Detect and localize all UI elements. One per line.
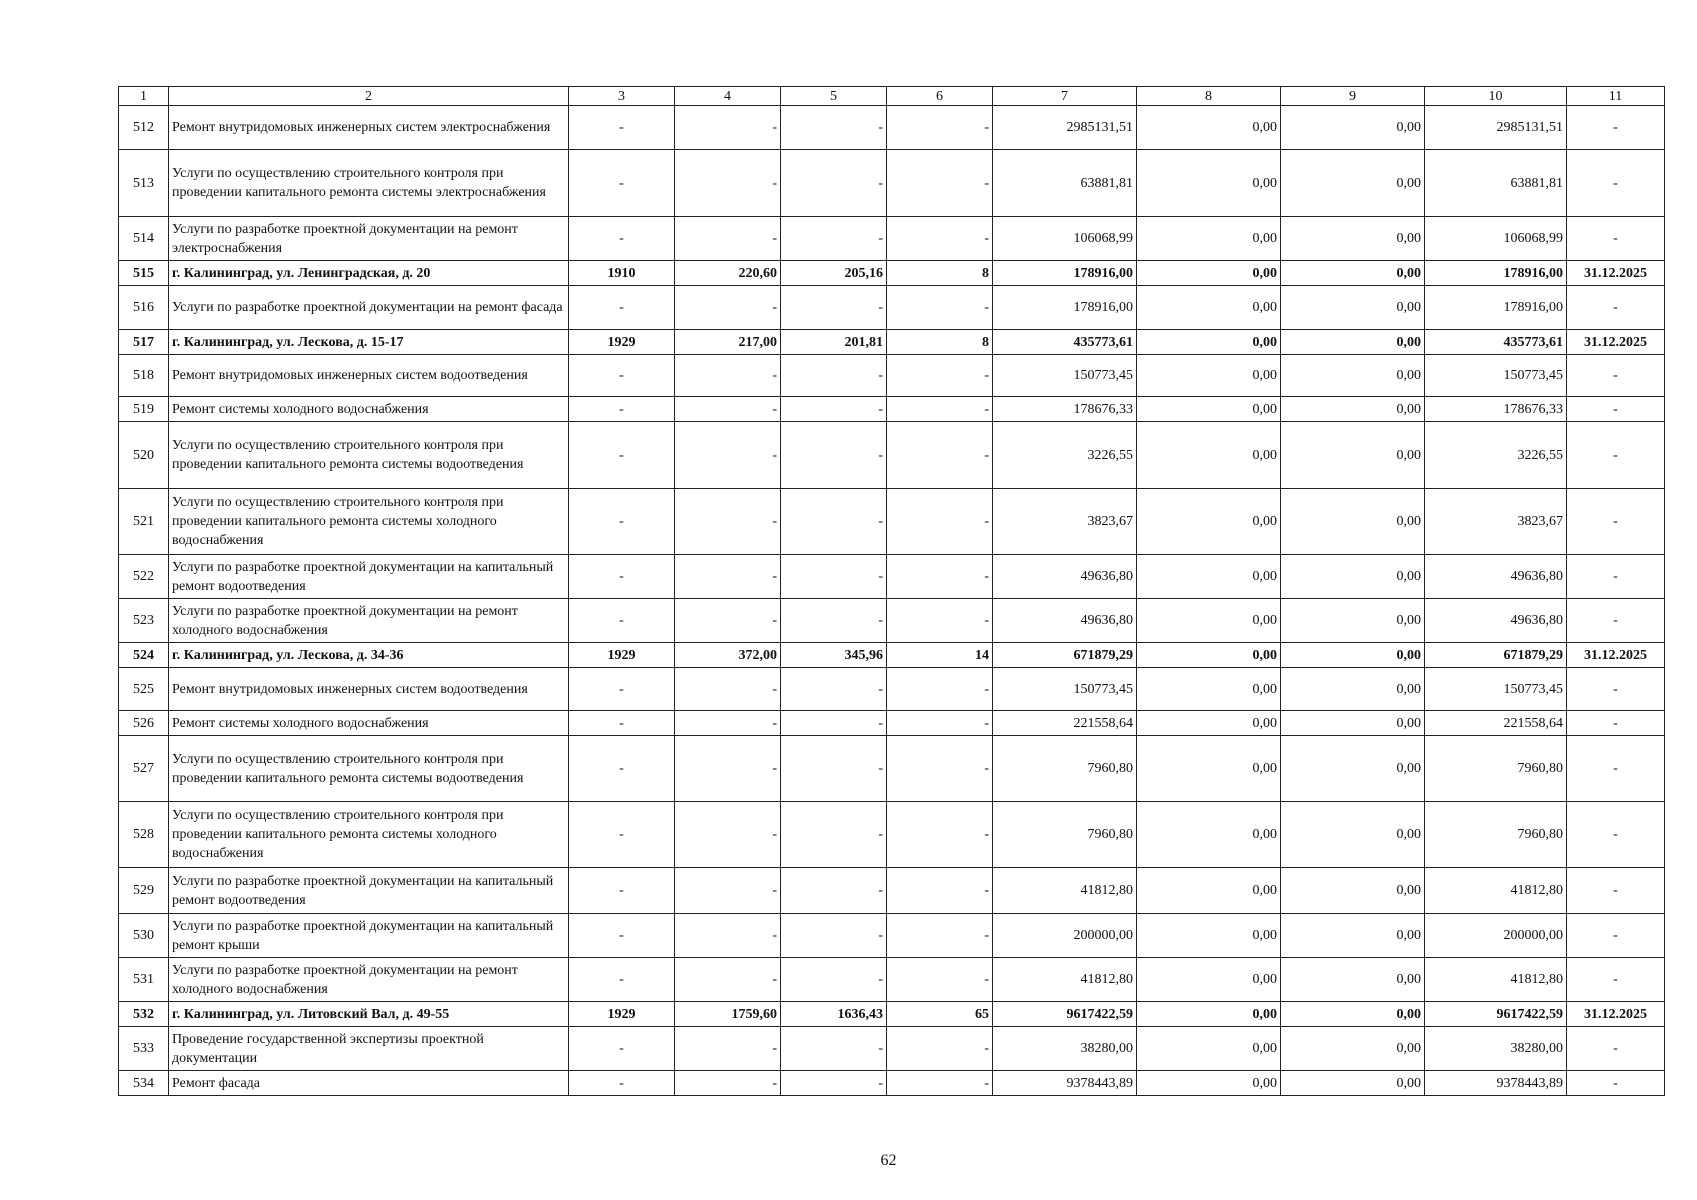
cell-c4: - — [675, 286, 781, 330]
cell-c7: 671879,29 — [993, 643, 1137, 668]
column-header: 5 — [781, 87, 887, 106]
cell-c11: 31.12.2025 — [1567, 1002, 1665, 1027]
cell-c3: - — [569, 422, 675, 489]
cell-c11: - — [1567, 397, 1665, 422]
cell-c7: 7960,80 — [993, 802, 1137, 868]
cell-c10: 178916,00 — [1425, 286, 1567, 330]
cell-c6: - — [887, 217, 993, 261]
cell-c4: 372,00 — [675, 643, 781, 668]
work-item-row — [119, 1027, 1665, 1071]
cell-n: 523 — [119, 599, 169, 643]
cell-c6: 14 — [887, 643, 993, 668]
cell-c9: 0,00 — [1281, 555, 1425, 599]
column-header: 11 — [1567, 87, 1665, 106]
cell-desc: Ремонт внутридомовых инженерных систем водоотведения — [169, 668, 569, 711]
cell-c9: 0,00 — [1281, 1002, 1425, 1027]
cell-desc: Услуги по разработке проектной документации на ремонт холодного водоснабжения — [169, 958, 569, 1002]
cell-c9: 0,00 — [1281, 355, 1425, 397]
cell-c4: - — [675, 711, 781, 736]
cell-c8: 0,00 — [1137, 422, 1281, 489]
cell-c10: 150773,45 — [1425, 355, 1567, 397]
cell-n: 517 — [119, 330, 169, 355]
cell-c6: - — [887, 489, 993, 555]
cell-c4: 1759,60 — [675, 1002, 781, 1027]
cell-c5: - — [781, 422, 887, 489]
cell-c8: 0,00 — [1137, 1027, 1281, 1071]
work-item-row — [119, 422, 1665, 489]
column-header: 2 — [169, 87, 569, 106]
cell-c8: 0,00 — [1137, 261, 1281, 286]
cell-c3: - — [569, 1071, 675, 1096]
cell-c4: - — [675, 150, 781, 217]
cell-desc: Ремонт системы холодного водоснабжения — [169, 711, 569, 736]
work-item-row — [119, 150, 1665, 217]
cell-c11: - — [1567, 150, 1665, 217]
cell-c9: 0,00 — [1281, 397, 1425, 422]
cell-c6: - — [887, 1027, 993, 1071]
cell-c7: 49636,80 — [993, 555, 1137, 599]
cell-c3: - — [569, 668, 675, 711]
cell-c10: 435773,61 — [1425, 330, 1567, 355]
cell-c11: - — [1567, 106, 1665, 150]
cell-c4: - — [675, 868, 781, 914]
cell-c6: - — [887, 555, 993, 599]
cell-c3: - — [569, 914, 675, 958]
cell-c10: 7960,80 — [1425, 736, 1567, 802]
cell-desc: Услуги по разработке проектной документации на капитальный ремонт водоотведения — [169, 555, 569, 599]
cell-c11: - — [1567, 355, 1665, 397]
repair-schedule-table — [118, 86, 1665, 1096]
address-row — [119, 1002, 1665, 1027]
cell-desc: Услуги по осуществлению строительного контроля при проведении капитального ремонта системы водоотведения — [169, 736, 569, 802]
work-item-row — [119, 489, 1665, 555]
cell-n: 524 — [119, 643, 169, 668]
cell-c8: 0,00 — [1137, 914, 1281, 958]
cell-c11: - — [1567, 958, 1665, 1002]
work-item-row — [119, 217, 1665, 261]
cell-c10: 49636,80 — [1425, 555, 1567, 599]
cell-c3: - — [569, 736, 675, 802]
cell-c3: - — [569, 802, 675, 868]
work-item-row — [119, 736, 1665, 802]
cell-desc: Ремонт внутридомовых инженерных систем водоотведения — [169, 355, 569, 397]
cell-c4: - — [675, 422, 781, 489]
work-item-row — [119, 958, 1665, 1002]
address-row — [119, 261, 1665, 286]
cell-c6: - — [887, 150, 993, 217]
cell-c7: 178916,00 — [993, 286, 1137, 330]
cell-c9: 0,00 — [1281, 150, 1425, 217]
cell-c11: - — [1567, 668, 1665, 711]
cell-desc: Услуги по разработке проектной документации на ремонт электроснабжения — [169, 217, 569, 261]
cell-c3: - — [569, 150, 675, 217]
cell-c4: - — [675, 736, 781, 802]
cell-c10: 221558,64 — [1425, 711, 1567, 736]
cell-c6: - — [887, 286, 993, 330]
cell-desc: Услуги по осуществлению строительного контроля при проведении капитального ремонта системы водоотведения — [169, 422, 569, 489]
work-item-row — [119, 668, 1665, 711]
cell-c9: 0,00 — [1281, 668, 1425, 711]
cell-n: 519 — [119, 397, 169, 422]
cell-c9: 0,00 — [1281, 261, 1425, 286]
column-header: 8 — [1137, 87, 1281, 106]
cell-n: 515 — [119, 261, 169, 286]
cell-c8: 0,00 — [1137, 330, 1281, 355]
cell-c5: - — [781, 1027, 887, 1071]
cell-c9: 0,00 — [1281, 802, 1425, 868]
cell-c7: 41812,80 — [993, 868, 1137, 914]
cell-c6: - — [887, 599, 993, 643]
cell-c5: - — [781, 355, 887, 397]
work-item-row — [119, 286, 1665, 330]
work-item-row — [119, 555, 1665, 599]
cell-c4: - — [675, 555, 781, 599]
cell-c7: 178676,33 — [993, 397, 1137, 422]
cell-c7: 63881,81 — [993, 150, 1137, 217]
cell-desc: Услуги по осуществлению строительного контроля при проведении капитального ремонта системы электроснабжения — [169, 150, 569, 217]
cell-n: 526 — [119, 711, 169, 736]
cell-c9: 0,00 — [1281, 489, 1425, 555]
cell-c7: 3226,55 — [993, 422, 1137, 489]
cell-c7: 49636,80 — [993, 599, 1137, 643]
cell-desc: Ремонт системы холодного водоснабжения — [169, 397, 569, 422]
cell-c3: - — [569, 286, 675, 330]
cell-c5: - — [781, 668, 887, 711]
cell-n: 529 — [119, 868, 169, 914]
cell-c3: - — [569, 106, 675, 150]
cell-c10: 63881,81 — [1425, 150, 1567, 217]
cell-desc: Ремонт фасада — [169, 1071, 569, 1096]
cell-c3: 1910 — [569, 261, 675, 286]
cell-c11: - — [1567, 286, 1665, 330]
cell-c5: - — [781, 286, 887, 330]
cell-n: 525 — [119, 668, 169, 711]
cell-desc: г. Калининград, ул. Лескова, д. 34-36 — [169, 643, 569, 668]
cell-c9: 0,00 — [1281, 217, 1425, 261]
cell-c4: 220,60 — [675, 261, 781, 286]
cell-c11: - — [1567, 599, 1665, 643]
cell-c9: 0,00 — [1281, 106, 1425, 150]
cell-n: 520 — [119, 422, 169, 489]
cell-c7: 221558,64 — [993, 711, 1137, 736]
cell-c5: - — [781, 599, 887, 643]
cell-n: 518 — [119, 355, 169, 397]
cell-c3: - — [569, 555, 675, 599]
cell-c10: 3823,67 — [1425, 489, 1567, 555]
cell-c9: 0,00 — [1281, 643, 1425, 668]
cell-c3: - — [569, 1027, 675, 1071]
cell-c3: - — [569, 711, 675, 736]
cell-c6: 65 — [887, 1002, 993, 1027]
cell-c5: 201,81 — [781, 330, 887, 355]
cell-c4: - — [675, 599, 781, 643]
cell-c6: - — [887, 355, 993, 397]
cell-c10: 671879,29 — [1425, 643, 1567, 668]
cell-c6: - — [887, 711, 993, 736]
cell-c11: - — [1567, 914, 1665, 958]
cell-desc: Услуги по разработке проектной документации на ремонт фасада — [169, 286, 569, 330]
cell-c5: - — [781, 736, 887, 802]
cell-c8: 0,00 — [1137, 802, 1281, 868]
cell-c4: - — [675, 802, 781, 868]
column-header: 3 — [569, 87, 675, 106]
cell-n: 534 — [119, 1071, 169, 1096]
cell-c3: 1929 — [569, 1002, 675, 1027]
cell-c7: 435773,61 — [993, 330, 1137, 355]
cell-c7: 2985131,51 — [993, 106, 1137, 150]
cell-n: 513 — [119, 150, 169, 217]
cell-c5: - — [781, 958, 887, 1002]
cell-n: 527 — [119, 736, 169, 802]
cell-c7: 9378443,89 — [993, 1071, 1137, 1096]
cell-c8: 0,00 — [1137, 1002, 1281, 1027]
cell-c9: 0,00 — [1281, 736, 1425, 802]
cell-desc: Услуги по осуществлению строительного контроля при проведении капитального ремонта системы холодного водоснабжения — [169, 489, 569, 555]
cell-c10: 150773,45 — [1425, 668, 1567, 711]
cell-c9: 0,00 — [1281, 914, 1425, 958]
cell-c6: 8 — [887, 261, 993, 286]
cell-c3: - — [569, 958, 675, 1002]
cell-c4: - — [675, 1027, 781, 1071]
cell-desc: Услуги по разработке проектной документации на капитальный ремонт водоотведения — [169, 868, 569, 914]
cell-c11: - — [1567, 802, 1665, 868]
cell-c5: - — [781, 914, 887, 958]
cell-desc: г. Калининград, ул. Лескова, д. 15-17 — [169, 330, 569, 355]
address-row — [119, 643, 1665, 668]
work-item-row — [119, 355, 1665, 397]
cell-c8: 0,00 — [1137, 397, 1281, 422]
cell-c4: - — [675, 397, 781, 422]
cell-c5: - — [781, 489, 887, 555]
work-item-row — [119, 914, 1665, 958]
cell-c3: - — [569, 355, 675, 397]
cell-c5: - — [781, 217, 887, 261]
cell-c10: 106068,99 — [1425, 217, 1567, 261]
work-item-row — [119, 711, 1665, 736]
cell-c8: 0,00 — [1137, 643, 1281, 668]
cell-c11: - — [1567, 1027, 1665, 1071]
cell-c9: 0,00 — [1281, 599, 1425, 643]
work-item-row — [119, 106, 1665, 150]
page-number: 62 — [880, 1152, 897, 1169]
cell-c4: - — [675, 489, 781, 555]
cell-n: 532 — [119, 1002, 169, 1027]
cell-c10: 41812,80 — [1425, 868, 1567, 914]
column-header: 6 — [887, 87, 993, 106]
cell-c7: 3823,67 — [993, 489, 1137, 555]
cell-desc: Услуги по разработке проектной документации на капитальный ремонт крыши — [169, 914, 569, 958]
cell-c6: - — [887, 422, 993, 489]
cell-c10: 3226,55 — [1425, 422, 1567, 489]
cell-c9: 0,00 — [1281, 1027, 1425, 1071]
cell-n: 533 — [119, 1027, 169, 1071]
cell-c8: 0,00 — [1137, 599, 1281, 643]
cell-c10: 178916,00 — [1425, 261, 1567, 286]
cell-c6: - — [887, 668, 993, 711]
cell-c7: 41812,80 — [993, 958, 1137, 1002]
column-header: 7 — [993, 87, 1137, 106]
cell-c11: 31.12.2025 — [1567, 330, 1665, 355]
cell-c4: - — [675, 1071, 781, 1096]
cell-c6: - — [887, 106, 993, 150]
cell-c5: - — [781, 802, 887, 868]
cell-c8: 0,00 — [1137, 958, 1281, 1002]
column-header: 9 — [1281, 87, 1425, 106]
column-header: 10 — [1425, 87, 1567, 106]
cell-n: 521 — [119, 489, 169, 555]
cell-c7: 178916,00 — [993, 261, 1137, 286]
cell-c7: 38280,00 — [993, 1027, 1137, 1071]
cell-c5: - — [781, 397, 887, 422]
cell-n: 516 — [119, 286, 169, 330]
column-header: 4 — [675, 87, 781, 106]
cell-c11: - — [1567, 711, 1665, 736]
cell-c8: 0,00 — [1137, 150, 1281, 217]
cell-c9: 0,00 — [1281, 711, 1425, 736]
cell-c4: - — [675, 355, 781, 397]
cell-c7: 9617422,59 — [993, 1002, 1137, 1027]
cell-desc: г. Калининград, ул. Ленинградская, д. 20 — [169, 261, 569, 286]
cell-c9: 0,00 — [1281, 286, 1425, 330]
cell-n: 522 — [119, 555, 169, 599]
cell-c3: - — [569, 489, 675, 555]
cell-c9: 0,00 — [1281, 330, 1425, 355]
cell-c6: - — [887, 397, 993, 422]
cell-c8: 0,00 — [1137, 217, 1281, 261]
cell-c7: 200000,00 — [993, 914, 1137, 958]
cell-c9: 0,00 — [1281, 1071, 1425, 1096]
cell-c3: - — [569, 868, 675, 914]
cell-c10: 9378443,89 — [1425, 1071, 1567, 1096]
cell-c4: - — [675, 217, 781, 261]
cell-desc: Услуги по осуществлению строительного контроля при проведении капитального ремонта системы холодного водоснабжения — [169, 802, 569, 868]
cell-c9: 0,00 — [1281, 868, 1425, 914]
cell-c5: - — [781, 150, 887, 217]
cell-c10: 49636,80 — [1425, 599, 1567, 643]
cell-c11: - — [1567, 555, 1665, 599]
cell-c7: 106068,99 — [993, 217, 1137, 261]
cell-c3: 1929 — [569, 643, 675, 668]
cell-c11: - — [1567, 868, 1665, 914]
cell-c10: 2985131,51 — [1425, 106, 1567, 150]
cell-c11: - — [1567, 736, 1665, 802]
column-header: 1 — [119, 87, 169, 106]
cell-c6: - — [887, 958, 993, 1002]
cell-c7: 7960,80 — [993, 736, 1137, 802]
cell-desc: Ремонт внутридомовых инженерных систем электроснабжения — [169, 106, 569, 150]
work-item-row — [119, 802, 1665, 868]
cell-desc: Проведение государственной экспертизы проектной документации — [169, 1027, 569, 1071]
cell-c6: 8 — [887, 330, 993, 355]
cell-c4: - — [675, 914, 781, 958]
cell-c11: - — [1567, 489, 1665, 555]
cell-c8: 0,00 — [1137, 355, 1281, 397]
cell-c11: - — [1567, 217, 1665, 261]
cell-c10: 178676,33 — [1425, 397, 1567, 422]
cell-n: 514 — [119, 217, 169, 261]
cell-c7: 150773,45 — [993, 668, 1137, 711]
work-item-row — [119, 1071, 1665, 1096]
cell-c10: 200000,00 — [1425, 914, 1567, 958]
cell-c3: - — [569, 217, 675, 261]
cell-c10: 41812,80 — [1425, 958, 1567, 1002]
cell-c5: - — [781, 555, 887, 599]
cell-c5: - — [781, 711, 887, 736]
cell-c5: 345,96 — [781, 643, 887, 668]
cell-n: 531 — [119, 958, 169, 1002]
column-number-row — [119, 87, 1665, 106]
cell-c6: - — [887, 1071, 993, 1096]
cell-c4: - — [675, 958, 781, 1002]
address-row — [119, 330, 1665, 355]
cell-n: 528 — [119, 802, 169, 868]
cell-c6: - — [887, 868, 993, 914]
cell-c8: 0,00 — [1137, 286, 1281, 330]
cell-c5: - — [781, 1071, 887, 1096]
cell-c11: - — [1567, 422, 1665, 489]
cell-c8: 0,00 — [1137, 736, 1281, 802]
cell-c10: 9617422,59 — [1425, 1002, 1567, 1027]
cell-c11: 31.12.2025 — [1567, 643, 1665, 668]
cell-c8: 0,00 — [1137, 711, 1281, 736]
cell-c8: 0,00 — [1137, 555, 1281, 599]
cell-c6: - — [887, 736, 993, 802]
cell-c4: - — [675, 106, 781, 150]
work-item-row — [119, 868, 1665, 914]
cell-c3: - — [569, 599, 675, 643]
cell-c3: 1929 — [569, 330, 675, 355]
cell-c6: - — [887, 802, 993, 868]
cell-c6: - — [887, 914, 993, 958]
cell-c10: 7960,80 — [1425, 802, 1567, 868]
cell-c4: 217,00 — [675, 330, 781, 355]
cell-desc: Услуги по разработке проектной документации на ремонт холодного водоснабжения — [169, 599, 569, 643]
cell-c5: - — [781, 868, 887, 914]
cell-c3: - — [569, 397, 675, 422]
cell-c8: 0,00 — [1137, 1071, 1281, 1096]
cell-c9: 0,00 — [1281, 958, 1425, 1002]
cell-c11: 31.12.2025 — [1567, 261, 1665, 286]
cell-c8: 0,00 — [1137, 668, 1281, 711]
work-item-row — [119, 599, 1665, 643]
cell-c5: - — [781, 106, 887, 150]
cell-c7: 150773,45 — [993, 355, 1137, 397]
cell-c9: 0,00 — [1281, 422, 1425, 489]
work-item-row — [119, 397, 1665, 422]
cell-c5: 1636,43 — [781, 1002, 887, 1027]
cell-c8: 0,00 — [1137, 489, 1281, 555]
cell-c8: 0,00 — [1137, 106, 1281, 150]
cell-c4: - — [675, 668, 781, 711]
cell-c8: 0,00 — [1137, 868, 1281, 914]
cell-desc: г. Калининград, ул. Литовский Вал, д. 49-55 — [169, 1002, 569, 1027]
cell-n: 512 — [119, 106, 169, 150]
cell-c10: 38280,00 — [1425, 1027, 1567, 1071]
cell-n: 530 — [119, 914, 169, 958]
cell-c5: 205,16 — [781, 261, 887, 286]
cell-c11: - — [1567, 1071, 1665, 1096]
